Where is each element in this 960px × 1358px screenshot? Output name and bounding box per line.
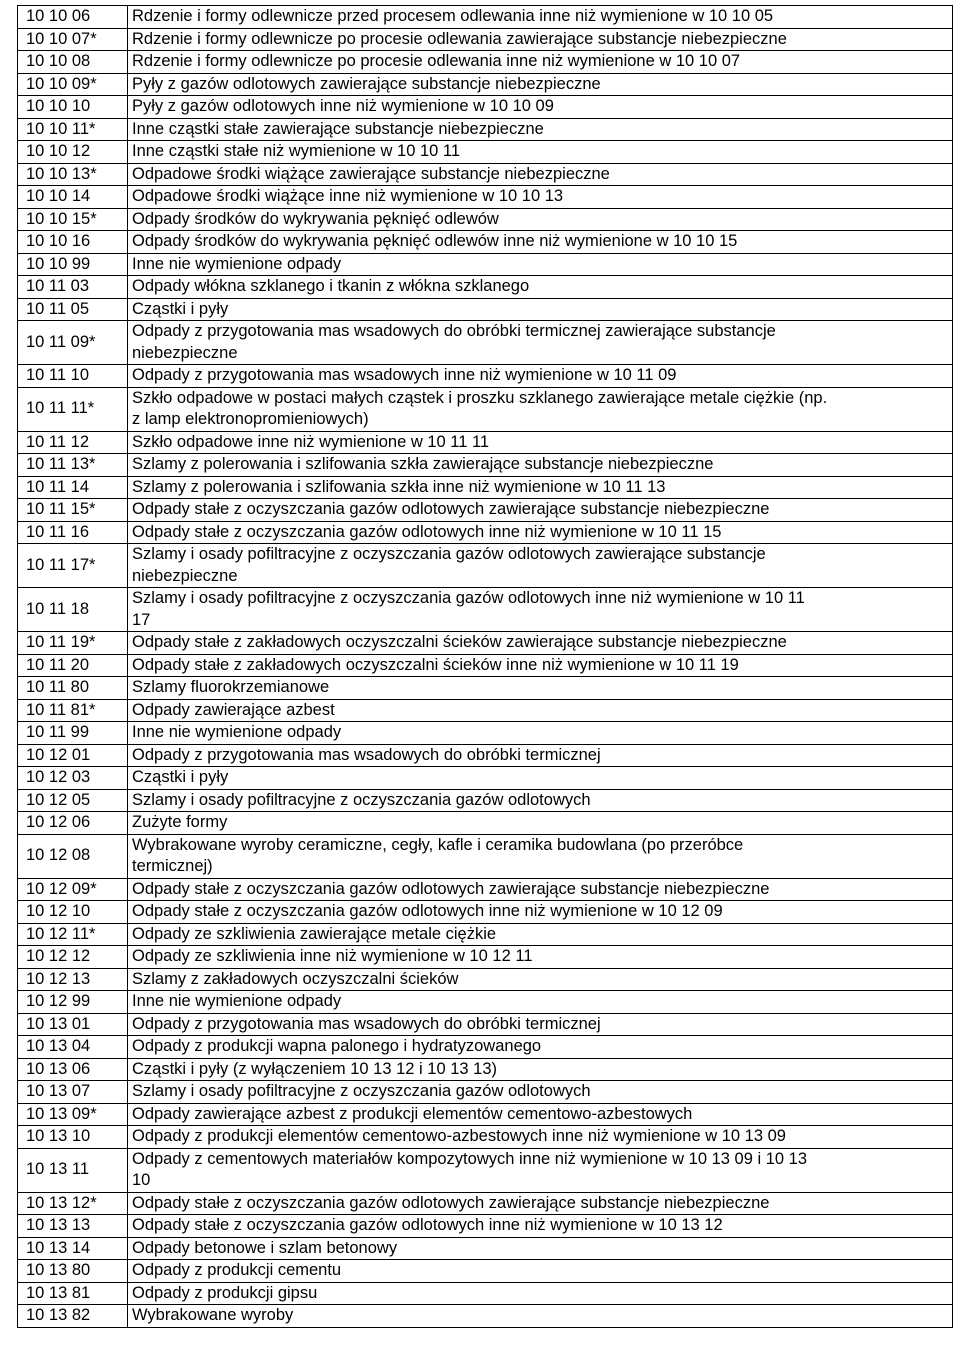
description-line: Odpady z przygotowania mas wsadowych do obróbki termicznej <box>132 745 601 764</box>
description-line: Odpady stałe z zakładowych oczyszczalni ścieków zawierające substancje niebezpieczne <box>132 633 787 651</box>
description-line: Odpady z przygotowania mas wsadowych do obróbki termicznej <box>132 1014 601 1033</box>
waste-description <box>128 654 953 677</box>
waste-code: 10 12 03 <box>18 767 128 790</box>
waste-code: 10 11 81* <box>18 699 128 722</box>
waste-description <box>128 28 953 51</box>
waste-description <box>128 878 953 901</box>
description-line: Szlamy z zakładowych oczyszczalni ścieków <box>132 969 459 988</box>
description-line: Odpady stałe z zakładowych oczyszczalni ścieków inne niż wymienione w 10 11 19 <box>132 655 739 674</box>
table-row <box>18 1058 953 1081</box>
waste-description <box>128 1215 953 1238</box>
waste-code: 10 12 11* <box>18 923 128 946</box>
description-line: Odpady stałe z oczyszczania gazów odlotowych zawierające substancje niebezpieczne <box>132 879 770 898</box>
waste-description <box>128 744 953 767</box>
waste-code: 10 10 07* <box>18 28 128 51</box>
waste-description <box>128 834 953 878</box>
table-row <box>18 878 953 901</box>
table-row <box>18 654 953 677</box>
description-line: Szlamy i osady pofiltracyjne z oczyszczania gazów odlotowych inne niż wymienione w 10 11 <box>132 589 805 607</box>
description-line: Odpady środków do wykrywania pęknięć odlewów inne niż wymienione w 10 10 15 <box>132 232 738 250</box>
waste-code: 10 12 09* <box>18 878 128 901</box>
description-line: Odpady środków do wykrywania pęknięć odlewów <box>132 209 499 228</box>
description-line: Odpady zawierające azbest <box>132 700 335 719</box>
waste-code: 10 12 01 <box>18 744 128 767</box>
description-line: Szlamy fluorokrzemianowe <box>132 678 330 696</box>
description-line: Odpady betonowe i szlam betonowy <box>132 1238 398 1257</box>
waste-description <box>128 51 953 74</box>
waste-description <box>128 298 953 321</box>
table-row <box>18 96 953 119</box>
waste-code: 10 11 09* <box>18 321 128 365</box>
table-row <box>18 767 953 790</box>
waste-description <box>128 991 953 1014</box>
description-line: niebezpieczne <box>132 343 238 362</box>
table-row <box>18 51 953 74</box>
description-line: Odpady stałe z oczyszczania gazów odlotowych inne niż wymienione w 10 12 09 <box>132 902 723 920</box>
waste-code: 10 11 10 <box>18 365 128 388</box>
table-row <box>18 1282 953 1305</box>
table-row <box>18 991 953 1014</box>
description-line: Rdzenie i formy odlewnicze po procesie odlewania zawierające substancje niebezpieczne <box>132 29 787 48</box>
waste-description <box>128 767 953 790</box>
description-line: Wybrakowane wyroby ceramiczne, cegły, kafle i ceramika budowlana (po przeróbce <box>132 835 744 854</box>
description-line: Szlamy i osady pofiltracyjne z oczyszczania gazów odlotowych <box>132 1082 591 1100</box>
waste-description <box>128 1260 953 1283</box>
description-line: Cząstki i pyły (z wyłączeniem 10 13 12 i 10 13 13) <box>132 1059 497 1078</box>
table-row <box>18 722 953 745</box>
document-page <box>17 5 952 1328</box>
table-row <box>18 1126 953 1149</box>
table-row <box>18 73 953 96</box>
waste-description <box>128 1192 953 1215</box>
description-line: Odpady stałe z oczyszczania gazów odlotowych zawierające substancje niebezpieczne <box>132 500 770 518</box>
description-line: Szlamy i osady pofiltracyjne z oczyszczania gazów odlotowych zawierające substancje <box>132 545 766 563</box>
table-row <box>18 1036 953 1059</box>
waste-description <box>128 789 953 812</box>
table-row <box>18 321 953 365</box>
waste-description <box>128 186 953 209</box>
waste-description <box>128 387 953 431</box>
table-row <box>18 163 953 186</box>
description-line: Inne nie wymienione odpady <box>132 723 342 741</box>
waste-code: 10 11 19* <box>18 632 128 655</box>
waste-code: 10 13 80 <box>18 1260 128 1283</box>
waste-code: 10 13 11 <box>18 1148 128 1192</box>
waste-code: 10 10 11* <box>18 118 128 141</box>
waste-description <box>128 1058 953 1081</box>
waste-code: 10 12 06 <box>18 812 128 835</box>
waste-description <box>128 454 953 477</box>
table-row <box>18 812 953 835</box>
table-row <box>18 588 953 632</box>
table-row <box>18 1215 953 1238</box>
description-line: Odpady z produkcji elementów cementowo-azbestowych inne niż wymienione w 10 13 09 <box>132 1127 786 1145</box>
table-row <box>18 431 953 454</box>
table-row <box>18 1305 953 1328</box>
waste-code: 10 13 04 <box>18 1036 128 1059</box>
waste-code: 10 11 11* <box>18 387 128 431</box>
waste-description <box>128 163 953 186</box>
description-line: z lamp elektronopromieniowych) <box>132 410 369 428</box>
description-line: Odpady stałe z oczyszczania gazów odlotowych inne niż wymienione w 10 13 12 <box>132 1216 723 1234</box>
waste-code: 10 12 05 <box>18 789 128 812</box>
table-row <box>18 1081 953 1104</box>
table-row <box>18 544 953 588</box>
table-row <box>18 298 953 321</box>
table-row <box>18 1013 953 1036</box>
waste-description <box>128 588 953 632</box>
waste-code: 10 11 12 <box>18 431 128 454</box>
description-line: Odpady z cementowych materiałów kompozytowych inne niż wymienione w 10 13 09 i 10 13 <box>132 1149 808 1168</box>
waste-description <box>128 208 953 231</box>
waste-code: 10 13 01 <box>18 1013 128 1036</box>
waste-code: 10 11 15* <box>18 499 128 522</box>
waste-code: 10 10 10 <box>18 96 128 119</box>
table-row <box>18 454 953 477</box>
table-row <box>18 1192 953 1215</box>
table-row <box>18 699 953 722</box>
description-line: Odpadowe środki wiążące inne niż wymienione w 10 10 13 <box>132 187 564 205</box>
description-line: Pyły z gazów odlotowych inne niż wymienione w 10 10 09 <box>132 97 554 115</box>
table-row <box>18 499 953 522</box>
waste-code: 10 13 12* <box>18 1192 128 1215</box>
description-line: Odpady stałe z oczyszczania gazów odlotowych inne niż wymienione w 10 11 15 <box>132 522 722 541</box>
waste-code: 10 11 80 <box>18 677 128 700</box>
table-row <box>18 744 953 767</box>
table-row <box>18 253 953 276</box>
table-row <box>18 901 953 924</box>
description-line: Pyły z gazów odlotowych zawierające substancje niebezpieczne <box>132 74 601 93</box>
description-line: Odpady z przygotowania mas wsadowych inne niż wymienione w 10 11 09 <box>132 366 677 384</box>
waste-code: 10 11 14 <box>18 476 128 499</box>
waste-code: 10 10 09* <box>18 73 128 96</box>
table-row <box>18 1237 953 1260</box>
waste-code: 10 11 20 <box>18 654 128 677</box>
waste-description <box>128 365 953 388</box>
waste-code: 10 10 13* <box>18 163 128 186</box>
description-line: Szlamy z polerowania i szlifowania szkła inne niż wymienione w 10 11 13 <box>132 477 666 496</box>
table-row <box>18 387 953 431</box>
waste-description <box>128 946 953 969</box>
table-row <box>18 231 953 254</box>
description-line: 10 <box>132 1171 151 1189</box>
waste-description <box>128 1036 953 1059</box>
table-row <box>18 677 953 700</box>
waste-description <box>128 968 953 991</box>
table-row <box>18 789 953 812</box>
waste-code: 10 12 08 <box>18 834 128 878</box>
description-line: Cząstki i pyły <box>132 299 229 318</box>
waste-code: 10 13 13 <box>18 1215 128 1238</box>
waste-description <box>128 1305 953 1328</box>
table-row <box>18 141 953 164</box>
waste-description <box>128 1237 953 1260</box>
waste-code: 10 13 10 <box>18 1126 128 1149</box>
waste-description <box>128 118 953 141</box>
waste-code: 10 13 14 <box>18 1237 128 1260</box>
description-line: termicznej) <box>132 857 213 875</box>
waste-description <box>128 1148 953 1192</box>
table-row <box>18 476 953 499</box>
description-line: niebezpieczne <box>132 566 238 585</box>
description-line: 17 <box>132 610 151 629</box>
waste-description <box>128 321 953 365</box>
waste-description <box>128 499 953 522</box>
table-row <box>18 1148 953 1192</box>
waste-description <box>128 901 953 924</box>
waste-description <box>128 476 953 499</box>
description-line: Inne nie wymienione odpady <box>132 254 342 273</box>
waste-code: 10 12 10 <box>18 901 128 924</box>
description-line: Wybrakowane wyroby <box>132 1306 294 1324</box>
waste-description <box>128 812 953 835</box>
waste-description <box>128 231 953 254</box>
waste-code: 10 10 99 <box>18 253 128 276</box>
waste-code: 10 11 16 <box>18 521 128 544</box>
table-row <box>18 1260 953 1283</box>
table-row <box>18 1103 953 1126</box>
description-line: Odpady zawierające azbest z produkcji elementów cementowo-azbestowych <box>132 1104 693 1123</box>
waste-description <box>128 73 953 96</box>
waste-code: 10 10 06 <box>18 6 128 29</box>
waste-code: 10 12 99 <box>18 991 128 1014</box>
description-line: Odpady ze szkliwienia inne niż wymienione w 10 12 11 <box>132 947 533 965</box>
waste-description <box>128 521 953 544</box>
description-line: Rdzenie i formy odlewnicze po procesie odlewania inne niż wymienione w 10 10 07 <box>132 52 741 70</box>
table-row <box>18 118 953 141</box>
waste-description <box>128 253 953 276</box>
waste-code: 10 11 03 <box>18 276 128 299</box>
waste-code: 10 11 18 <box>18 588 128 632</box>
description-line: Odpady z produkcji cementu <box>132 1261 342 1279</box>
description-line: Odpady stałe z oczyszczania gazów odlotowych zawierające substancje niebezpieczne <box>132 1193 770 1212</box>
description-line: Inne cząstki stałe niż wymienione w 10 10 11 <box>132 142 461 160</box>
description-line: Zużyte formy <box>132 813 228 831</box>
waste-code: 10 13 81 <box>18 1282 128 1305</box>
table-row <box>18 276 953 299</box>
waste-description <box>128 1081 953 1104</box>
waste-code: 10 11 99 <box>18 722 128 745</box>
table-row <box>18 968 953 991</box>
description-line: Inne cząstki stałe zawierające substancje niebezpieczne <box>132 119 544 138</box>
waste-description <box>128 96 953 119</box>
table-row <box>18 632 953 655</box>
description-line: Inne nie wymienione odpady <box>132 992 342 1010</box>
description-line: Szlamy i osady pofiltracyjne z oczyszczania gazów odlotowych <box>132 790 591 809</box>
waste-code: 10 10 15* <box>18 208 128 231</box>
waste-description <box>128 699 953 722</box>
waste-description <box>128 1013 953 1036</box>
waste-code: 10 11 17* <box>18 544 128 588</box>
waste-description <box>128 6 953 29</box>
waste-code: 10 10 08 <box>18 51 128 74</box>
table-row <box>18 6 953 29</box>
waste-description <box>128 923 953 946</box>
waste-description <box>128 1126 953 1149</box>
waste-code: 10 12 12 <box>18 946 128 969</box>
table-row <box>18 365 953 388</box>
table-row <box>18 28 953 51</box>
description-line: Szkło odpadowe w postaci małych cząstek i proszku szklanego zawierające metale ciężkie (np. <box>132 388 828 407</box>
waste-code: 10 13 82 <box>18 1305 128 1328</box>
description-line: Odpadowe środki wiążące zawierające substancje niebezpieczne <box>132 164 610 183</box>
description-line: Odpady z produkcji gipsu <box>132 1283 318 1302</box>
waste-code: 10 11 05 <box>18 298 128 321</box>
description-line: Szkło odpadowe inne niż wymienione w 10 11 11 <box>132 432 490 451</box>
waste-description <box>128 722 953 745</box>
waste-code: 10 10 16 <box>18 231 128 254</box>
waste-description <box>128 677 953 700</box>
waste-description <box>128 632 953 655</box>
description-line: Cząstki i pyły <box>132 768 229 786</box>
table-row <box>18 186 953 209</box>
description-line: Odpady ze szkliwienia zawierające metale ciężkie <box>132 924 497 943</box>
table-row <box>18 923 953 946</box>
table-body <box>18 6 953 1328</box>
waste-code: 10 10 14 <box>18 186 128 209</box>
description-line: Szlamy z polerowania i szlifowania szkła zawierające substancje niebezpieczne <box>132 455 714 473</box>
waste-description <box>128 1282 953 1305</box>
waste-code: 10 13 07 <box>18 1081 128 1104</box>
waste-code: 10 12 13 <box>18 968 128 991</box>
waste-code: 10 13 06 <box>18 1058 128 1081</box>
description-line: Rdzenie i formy odlewnicze przed procesem odlewania inne niż wymienione w 10 10 05 <box>132 7 774 25</box>
table-row <box>18 208 953 231</box>
waste-code: 10 11 13* <box>18 454 128 477</box>
table-row <box>18 946 953 969</box>
waste-description <box>128 544 953 588</box>
table-row <box>18 834 953 878</box>
table-row <box>18 521 953 544</box>
waste-description <box>128 431 953 454</box>
description-line: Odpady włókna szklanego i tkanin z włókna szklanego <box>132 277 530 295</box>
description-line: Odpady z przygotowania mas wsadowych do obróbki termicznej zawierające substancje <box>132 322 776 340</box>
waste-code: 10 10 12 <box>18 141 128 164</box>
waste-code-table <box>17 5 953 1328</box>
waste-code: 10 13 09* <box>18 1103 128 1126</box>
waste-description <box>128 276 953 299</box>
description-line: Odpady z produkcji wapna palonego i hydratyzowanego <box>132 1037 542 1055</box>
waste-description <box>128 141 953 164</box>
waste-description <box>128 1103 953 1126</box>
